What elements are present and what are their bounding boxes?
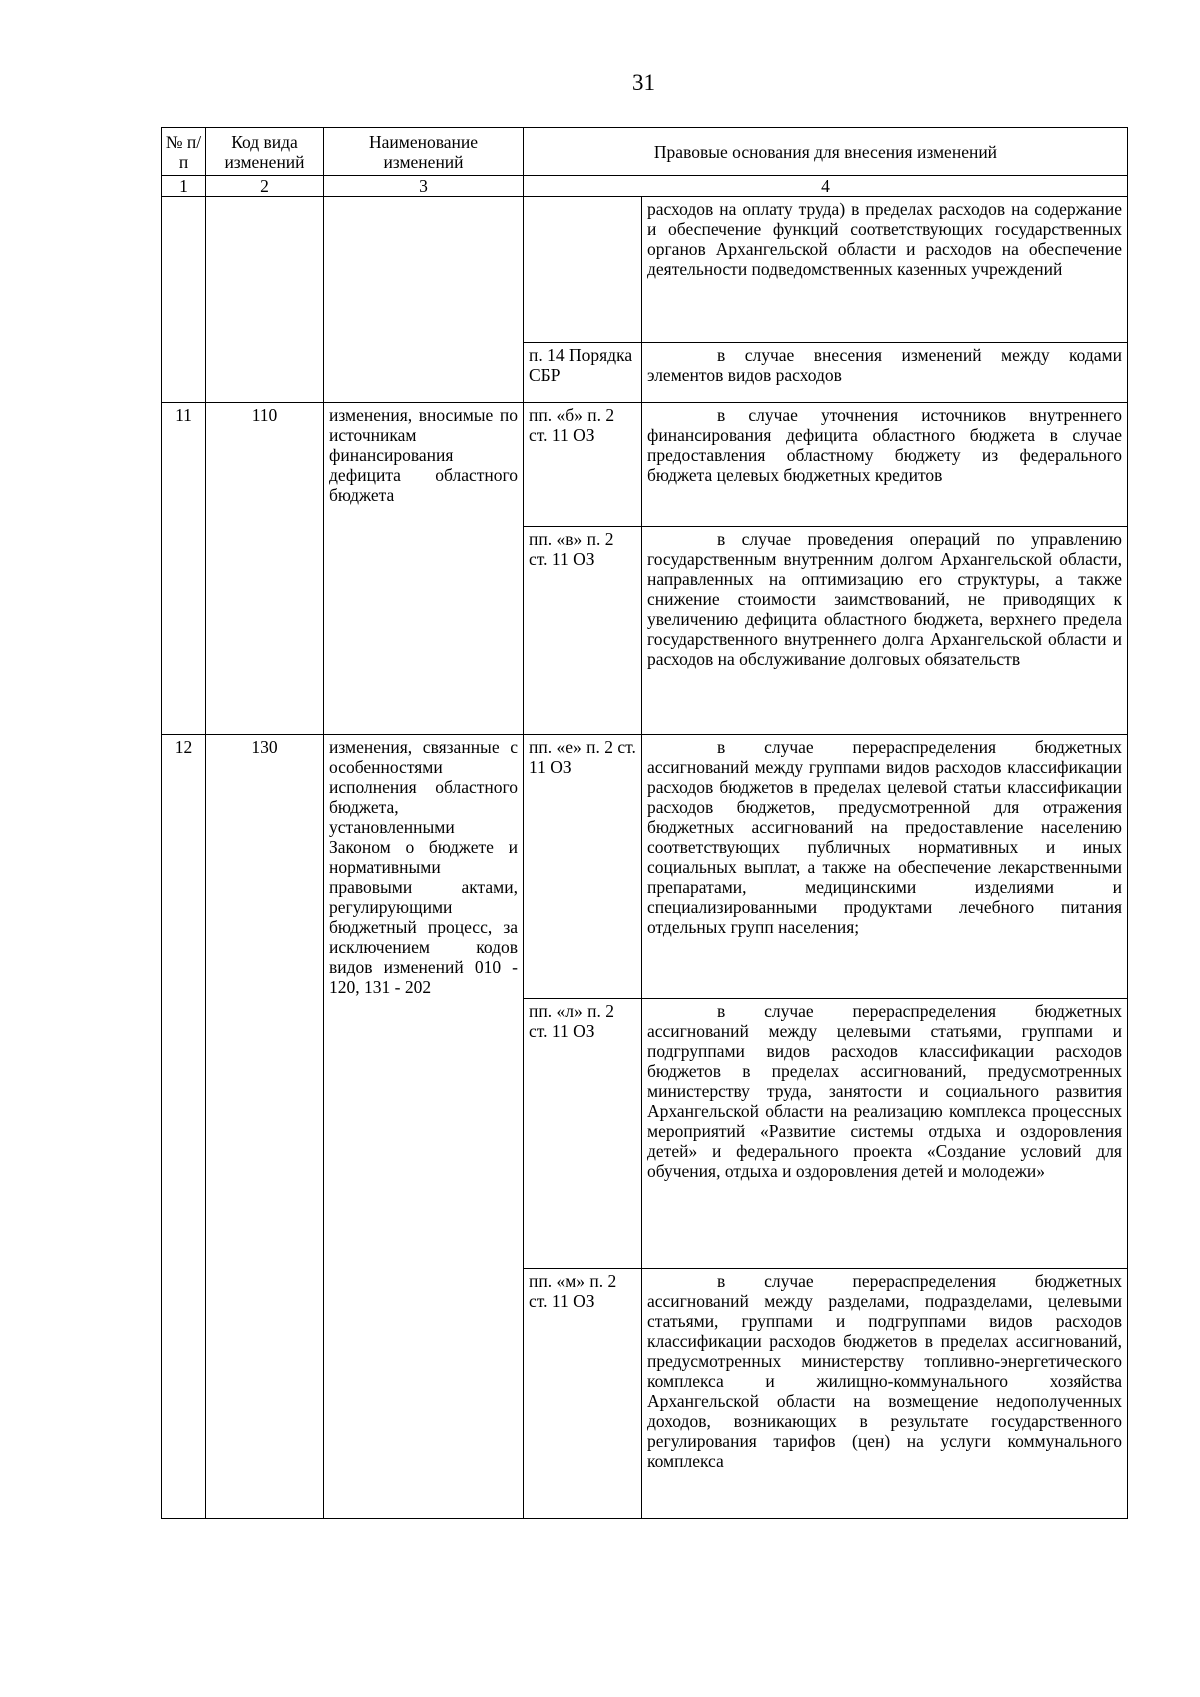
column-number: 4 xyxy=(524,176,1128,197)
header-legal-basis: Правовые основания для внесения изменений xyxy=(524,128,1128,176)
cell-text: в случае внесения изменений между кодами элементов видов расходов xyxy=(642,343,1128,403)
column-number: 2 xyxy=(206,176,324,197)
changes-table xyxy=(161,127,1128,1519)
cell-text: в случае перераспределения бюджетных ассигнований между целевыми статьями, группами и подгруппами видов расходов классификации расходов бюджетов в пределах ассигнований, предусмотренных министерству труда, занятости и социального развития Архангельской области на реализацию комплекса процессных мероприятий «Развитие системы отдыха и оздоровления детей» и федерального проекта «Создание условий для обучения, отдыха и оздоровления детей и молодежи» xyxy=(642,999,1128,1269)
cell-number xyxy=(162,197,206,403)
cell-text: в случае проведения операций по управлению государственным внутренним долгом Архангельской области, направленных на оптимизацию его структуры, а также снижение стоимости заимствований, не приводящих к увеличению дефицита областного бюджета, верхнего предела государственного внутреннего долга Архангельской области и расходов на обслуживание долговых обязательств xyxy=(642,527,1128,735)
cell-text: в случае уточнения источников внутреннего финансирования дефицита областного бюджета в случае предоставления областному бюджету из федерального бюджета целевых бюджетных кредитов xyxy=(642,403,1128,527)
cell-basis: п. 14 Порядка СБР xyxy=(524,343,642,403)
table-row xyxy=(162,403,1128,527)
cell-code: 110 xyxy=(206,403,324,735)
cell-basis: пп. «е» п. 2 ст. 11 ОЗ xyxy=(524,735,642,999)
cell-basis: пп. «в» п. 2 ст. 11 ОЗ xyxy=(524,527,642,735)
cell-text: в случае перераспределения бюджетных ассигнований между разделами, подразделами, целевыми статьями, группами и подгруппами видов расходов классификации расходов бюджетов в пределах ассигнований, предусмотренных министерству топливно-энергетического комплекса и жилищно-коммунального хозяйства Архангельской области на возмещение недополученных доходов, возникающих в результате государственного регулирования тарифов (цен) на услуги коммунального комплекса xyxy=(642,1269,1128,1519)
table-row xyxy=(162,735,1128,999)
cell-basis: пп. «б» п. 2 ст. 11 ОЗ xyxy=(524,403,642,527)
header-number: № п/п xyxy=(162,128,206,176)
cell-number: 12 xyxy=(162,735,206,1519)
cell-number: 11 xyxy=(162,403,206,735)
cell-code: 130 xyxy=(206,735,324,1519)
cell-text: расходов на оплату труда) в пределах расходов на содержание и обеспечение функций соответствующих государственных органов Архангельской области и расходов на обеспечение деятельности подведомственных казенных учреждений xyxy=(642,197,1128,343)
cell-name xyxy=(324,197,524,403)
column-number: 1 xyxy=(162,176,206,197)
header-code: Код вида изменений xyxy=(206,128,324,176)
cell-name: изменения, вносимые по источникам финансирования дефицита областного бюджета xyxy=(324,403,524,735)
column-number: 3 xyxy=(324,176,524,197)
cell-text: в случае перераспределения бюджетных ассигнований между группами видов расходов классификации расходов бюджетов в пределах целевой статьи классификации расходов бюджетов, предусмотренной для отражения бюджетных ассигнований на предоставление населению соответствующих публичных нормативных и иных социальных выплат, а также на обеспечение лекарственными препаратами, медицинскими изделиями и специализированными продуктами лечебного питания отдельных групп населения; xyxy=(642,735,1128,999)
cell-basis: пп. «л» п. 2 ст. 11 ОЗ xyxy=(524,999,642,1269)
cell-code xyxy=(206,197,324,403)
cell-basis xyxy=(524,197,642,343)
cell-name: изменения, связанные с особенностями исполнения областного бюджета, установленными Законом о бюджете и нормативными правовыми актами, регулирующими бюджетный процесс, за исключением кодов видов изменений 010 - 120, 131 - 202 xyxy=(324,735,524,1519)
header-name: Наименование изменений xyxy=(324,128,524,176)
column-number-row xyxy=(162,176,1128,197)
table-header-row xyxy=(162,128,1128,176)
cell-basis: пп. «м» п. 2 ст. 11 ОЗ xyxy=(524,1269,642,1519)
table-row xyxy=(162,197,1128,343)
page-number: 31 xyxy=(632,70,655,95)
